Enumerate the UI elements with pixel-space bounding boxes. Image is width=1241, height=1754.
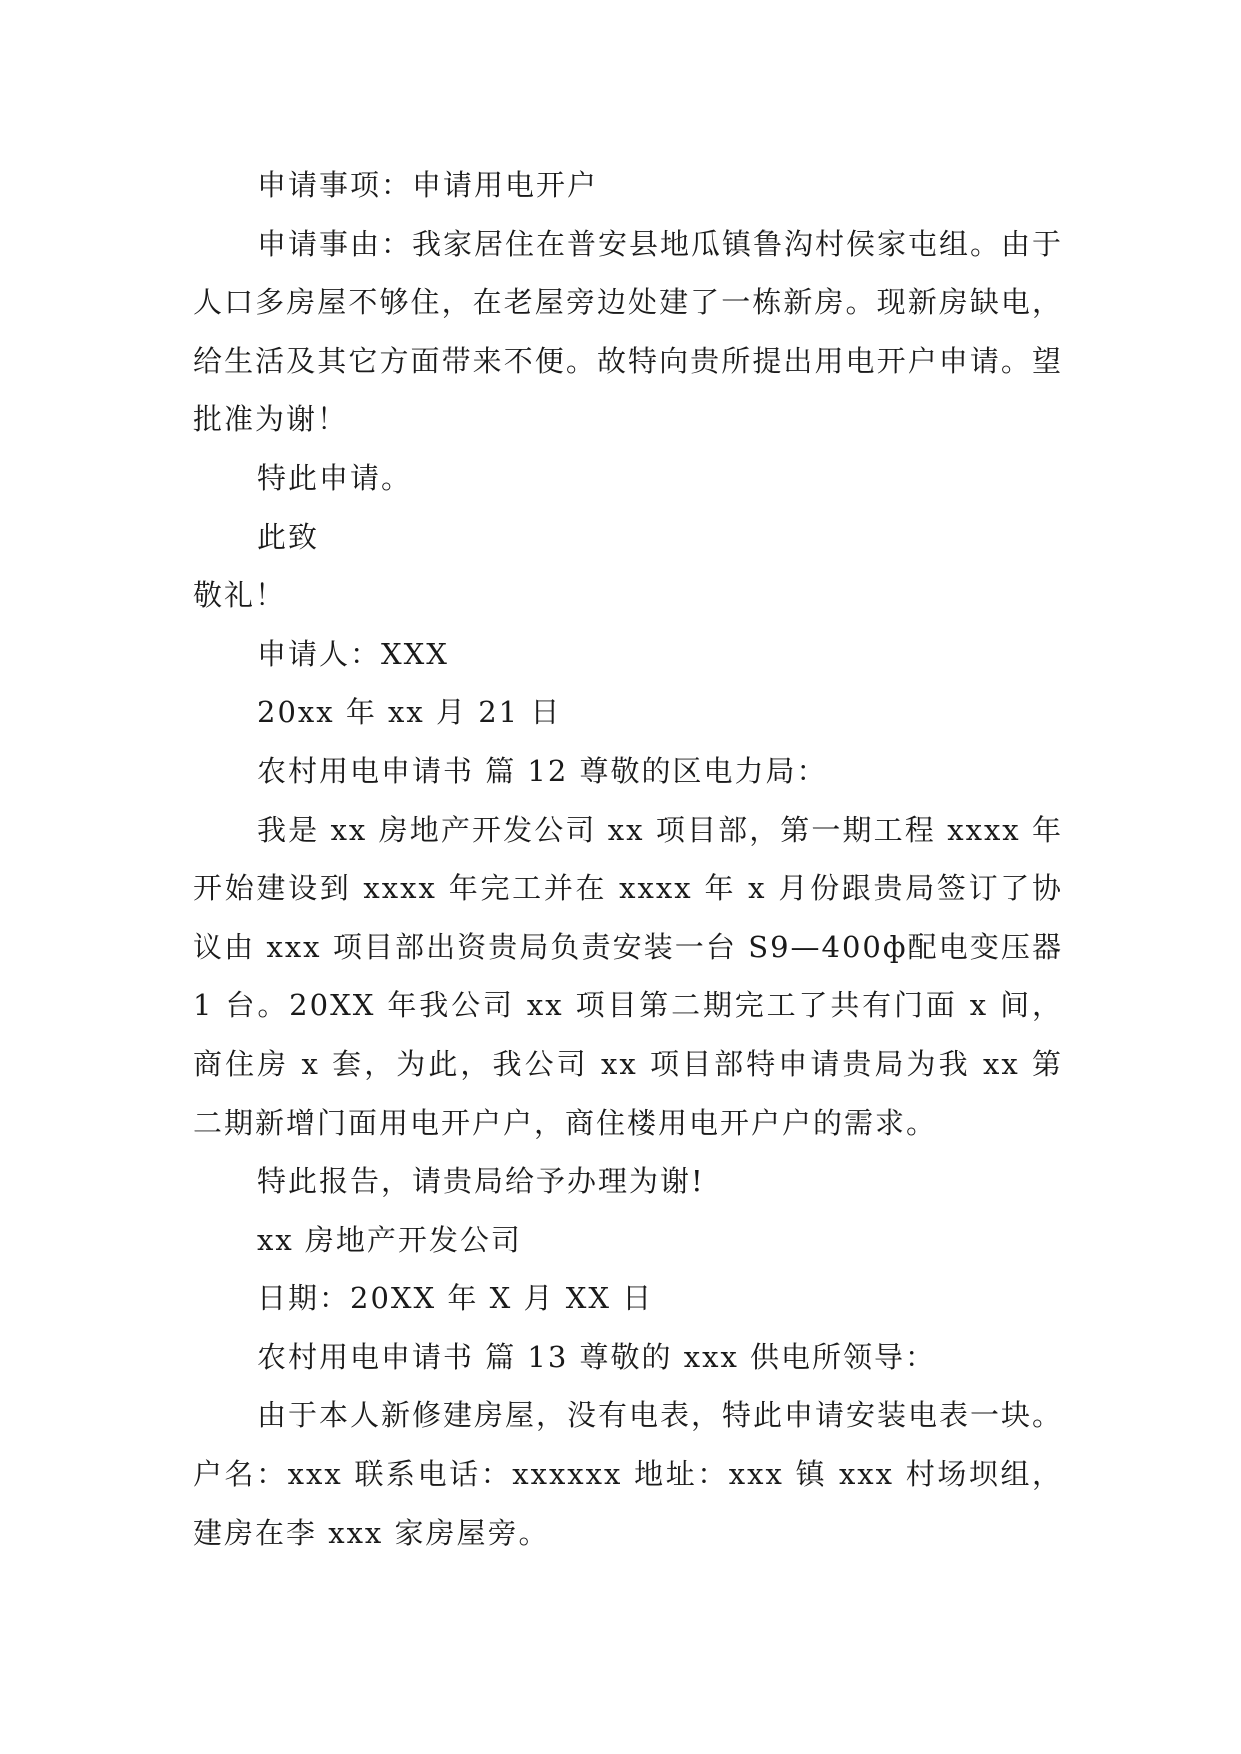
paragraph-application-item: 申请事项：申请用电开户 <box>257 168 599 202</box>
paragraph-date: 20xx 年 xx 月 21 日 <box>257 695 562 730</box>
paragraph-hereby-report: 特此报告，请贵局给予办理为谢! <box>257 1164 705 1199</box>
paragraph-applicant: 申请人：XXX <box>257 636 449 671</box>
paragraph-letter-13-heading: 农村用电申请书 篇 13 尊敬的 xxx 供电所领导： <box>257 1339 937 1374</box>
paragraph-letter-12-heading: 农村用电申请书 篇 12 尊敬的区电力局： <box>257 753 828 788</box>
paragraph-regards: 敬礼！ <box>193 578 287 613</box>
paragraph-company-date: 日期：20XX 年 X 月 XX 日 <box>257 1281 654 1316</box>
paragraph-letter-13-body: 由于本人新修建房屋，没有电表，特此申请安装电表一块。户名：xxx 联系电话：xxxxxx 地址：xxx 镇 xxx 村场坝组，建房在李 xxx 家房屋旁。 <box>193 1398 1064 1550</box>
paragraph-hereby-apply: 特此申请。 <box>257 460 413 495</box>
paragraph-letter-12-body: 我是 xx 房地产开发公司 xx 项目部，第一期工程 xxxx 年开始建设到 xxxx 年完工并在 xxxx 年 x 月份跟贵局签订了协议由 xxx 项目部出资贵局负责安装一台 S9—400ф配电变压器 1 台。20XX 年我公司 xx 项目第二期完工了共有门面 x 间，商住房 x 套，为此，我公司 xx 项目部特申请贵局为我 xx 第二期新增门面用电开户户，商住楼用电开户户的需求。 <box>193 812 1063 1140</box>
paragraph-application-reason: 申请事由：我家居住在普安县地瓜镇鲁沟村侯家屯组。由于人口多房屋不够住，在老屋旁边处建了一栋新房。现新房缺电，给生活及其它方面带来不便。故特向贵所提出用电开户申请。望批准为谢！ <box>193 226 1064 437</box>
document-body <box>193 156 1063 1562</box>
paragraph-closing-salutation: 此致 <box>257 519 320 554</box>
paragraph-company-signature: xx 房地产开发公司 <box>257 1222 522 1257</box>
